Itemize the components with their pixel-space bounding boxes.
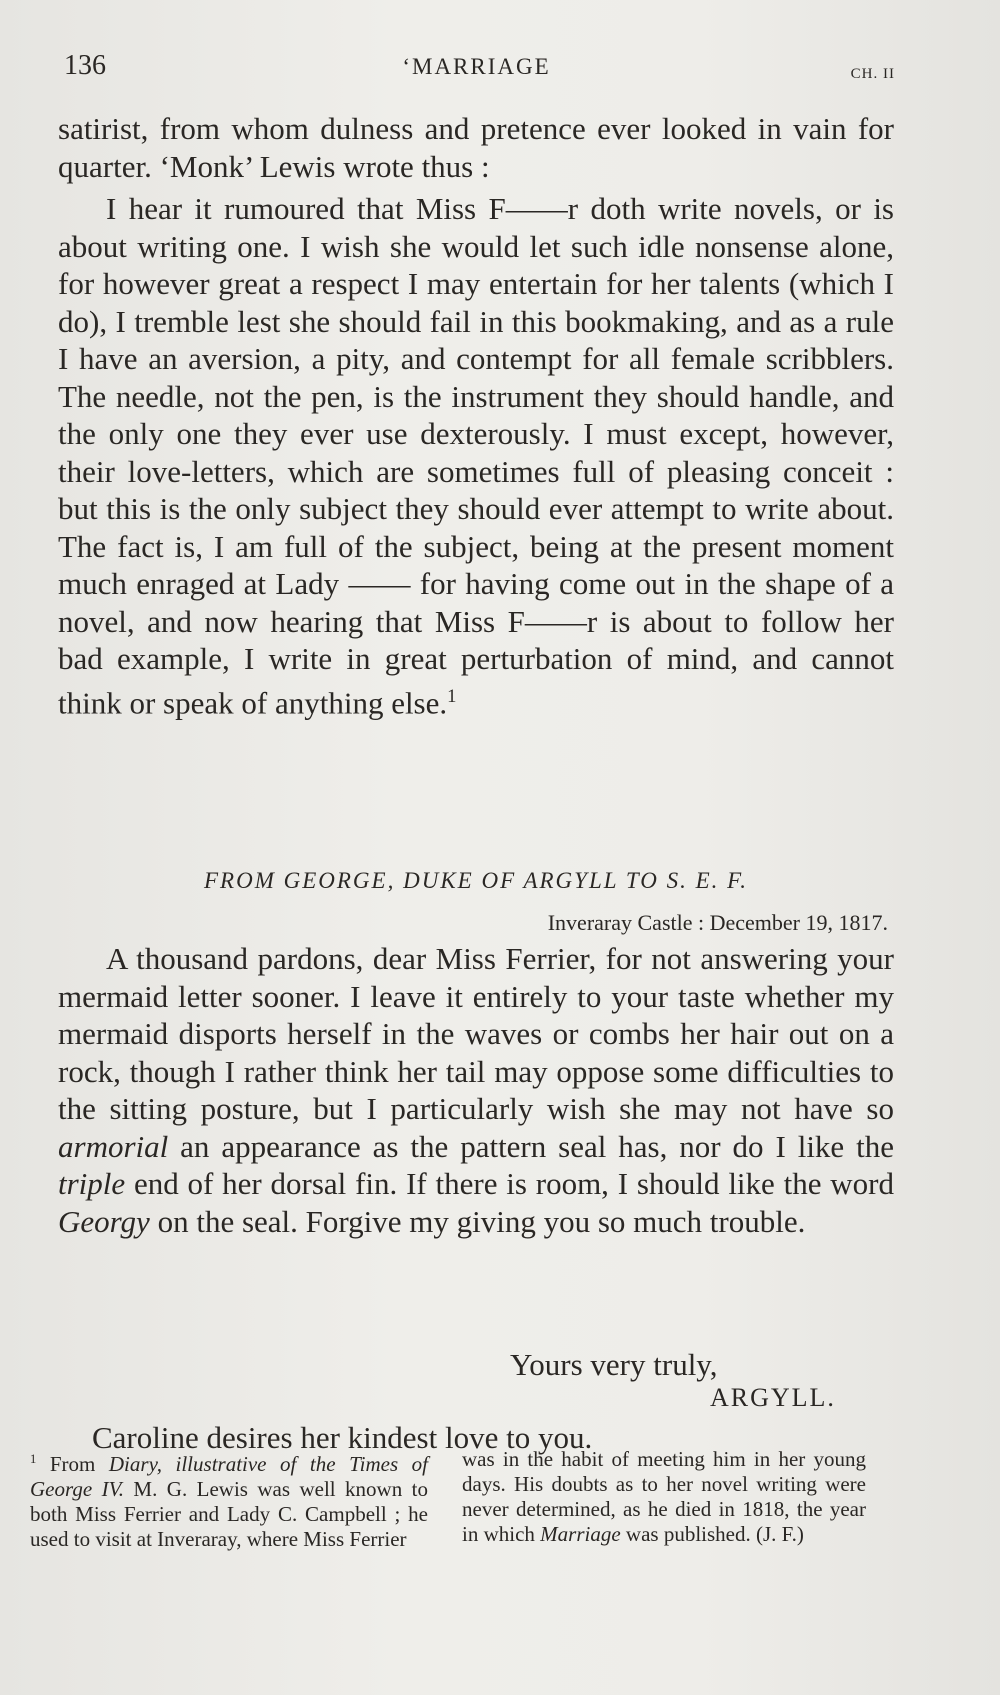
letter-emphasis-2: triple — [58, 1166, 126, 1201]
letter-body — [58, 940, 894, 1240]
letter-text-4: on the seal. Forgive my giving you so much trouble. — [149, 1203, 806, 1239]
letter-text-3: end of her dorsal fin. If there is room, I should like the word — [125, 1166, 894, 1201]
footnote-column-right — [462, 1447, 866, 1547]
running-title: ‘MARRIAGE — [402, 54, 551, 79]
letter-postscript: Caroline desires her kindest love to you. — [92, 1420, 593, 1455]
footnote-text-1: From — [36, 1452, 109, 1476]
page-number: 136 — [64, 50, 106, 81]
footnote-source-title: Diary, illustrative of the Times of George IV. — [30, 1452, 428, 1501]
lewis-quote — [58, 190, 894, 721]
letter-signature: ARGYLL. — [710, 1383, 836, 1412]
footnote-book-title: Marriage — [540, 1522, 621, 1546]
quote-text: I hear it rumoured that Miss F——r doth write novels, or is about writing one. I wish she would let such idle nonsense alone, for however great a respect I may entertain for her talents (which I do), I tremble lest she should fail in this bookmaking, and as a rule I have an aversion, a pity, and contempt for all female scribblers. The needle, not the pen, is the instrument they should handle, and the only one they ever use dexterously. I must except, however, their love-letters, which are sometimes full of pleasing conceit : but this is the only subject they should ever attempt to write about. The fact is, I am full of the subject, being at the present moment much enraged at Lady —— for having come out in the shape of a novel, and now hearing that Miss F——r is about to follow her bad example, I write in great perturbation of mind, and cannot think or speak of anything else. — [58, 191, 894, 720]
footnote-ref: 1 — [447, 685, 457, 707]
quote-paragraph — [58, 190, 894, 721]
footnote-column-left — [30, 1447, 428, 1552]
letter-emphasis-1: armorial — [58, 1128, 169, 1164]
letter-emphasis-3: Georgy — [58, 1203, 150, 1239]
footnote-text-3: was published. (J. F.) — [620, 1522, 804, 1546]
footnote-text-2-cont: was in the habit of meeting him in her young days. His doubts as to her novel writing were never determined, as he died in 1818, the year in which — [462, 1447, 866, 1546]
letter-dateline: Inveraray Castle : December 19, 1817. — [547, 910, 888, 935]
letter-paragraph — [58, 940, 894, 1240]
footnote-text-2: M. G. Lewis was well known to both Miss Ferrier and Lady C. Campbell ; he used to visit at Inveraray, where Miss Ferrier — [30, 1477, 428, 1551]
intro-paragraph — [58, 110, 894, 185]
letter-text-1: A thousand pardons, dear Miss Ferrier, for not answering your mermaid letter sooner. I leave it entirely to your taste whether my mermaid disports herself in the waves or combs her hair out on a rock, though I rather think her tail may oppose some difficulties to the sitting posture, but I particularly wish she may not have so — [58, 941, 894, 1126]
footnote-marker: 1 — [30, 1452, 37, 1466]
intro-text: satirist, from whom dulness and pretence ever looked in vain for quarter. ‘Monk’ Lewis wrote thus : — [58, 111, 894, 184]
letter-text-2: an appearance as the pattern seal has, nor do I like the — [168, 1128, 894, 1164]
running-header — [58, 50, 895, 90]
chapter-label: CH. II — [850, 66, 895, 82]
letter-closing: Yours very truly, — [510, 1347, 718, 1382]
letter-heading: FROM GEORGE, DUKE OF ARGYLL TO S. E. F. — [204, 868, 748, 893]
